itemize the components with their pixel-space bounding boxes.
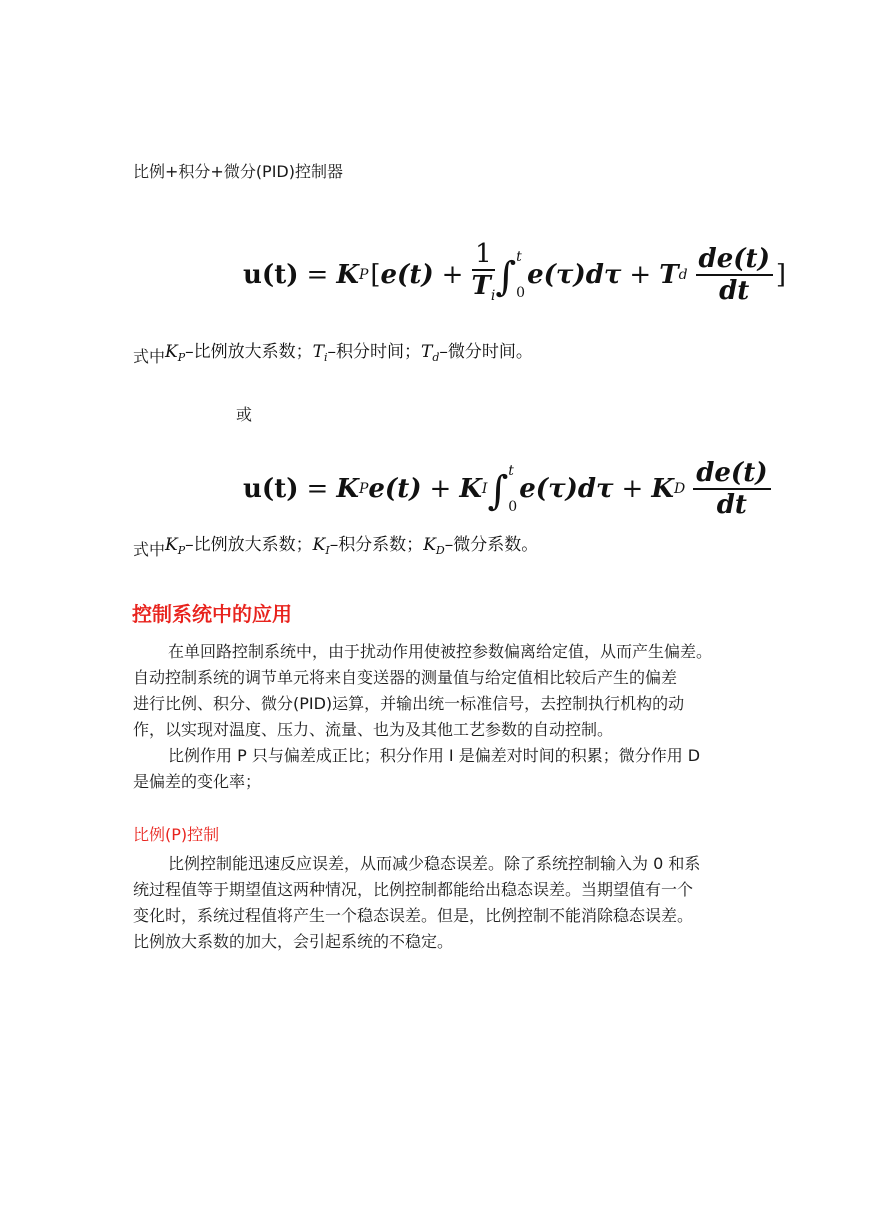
- formula1-et: e(t): [380, 260, 434, 290]
- formula2-plus1: +: [429, 474, 452, 504]
- intro-title: 比例+积分+微分(PID)控制器: [133, 162, 343, 181]
- formula2-kp-sub: P: [358, 481, 369, 497]
- note1-td: T: [421, 342, 433, 362]
- formula1-td-sub: d: [678, 267, 688, 283]
- formula2-limits: [508, 463, 517, 515]
- note2-ki-desc: –积分系数；: [329, 535, 424, 555]
- note1-td-desc: –微分时间。: [439, 342, 533, 362]
- formula2-deriv-den: dt: [716, 490, 747, 520]
- note2-ki-sub: I: [325, 544, 330, 557]
- subsection-p1-line: 变化时，系统过程值将产生一个稳态误差。但是，比例控制不能消除稳态误差。: [133, 906, 694, 925]
- formula2-kd-sub: D: [673, 481, 686, 497]
- formula1-deriv-den: dt: [719, 276, 750, 306]
- note2-prefix: 式中: [133, 540, 166, 559]
- note1-kp-desc: –比例放大系数；: [185, 342, 313, 362]
- note2-kp-sub: P: [177, 544, 186, 557]
- formula1-rbracket: ]: [775, 260, 787, 290]
- formula2-int-upper: t: [508, 463, 514, 479]
- formula2-lhs: u(t): [243, 474, 299, 504]
- note2-kd-sub: D: [435, 544, 445, 557]
- formula1-frac-den-sub: i: [490, 288, 496, 304]
- note1-kp-sub: P: [177, 351, 186, 364]
- section-p1-line: 在单回路控制系统中，由于扰动作用使被控参数偏离给定值，从而产生偏差。: [168, 642, 713, 661]
- formula2-plus2: +: [621, 474, 644, 504]
- formula1-note: [133, 337, 533, 364]
- formula1-int-lower: 0: [516, 285, 526, 301]
- formula1-derivative: [696, 246, 773, 304]
- formula1-frac-den: T: [471, 271, 491, 301]
- pid-formula-parallel: [243, 452, 771, 526]
- section-heading: 控制系统中的应用: [132, 602, 292, 626]
- formula1-kp-sub: P: [358, 267, 369, 283]
- note2-kd-desc: –微分系数。: [444, 535, 539, 555]
- note1-td-sub: d: [432, 351, 440, 364]
- formula2-kd: K: [651, 474, 674, 504]
- note1-ti: T: [312, 342, 324, 362]
- formula1-td: T: [659, 260, 679, 290]
- formula1-fraction: [471, 241, 495, 309]
- formula2-kp-term: e(t): [368, 474, 422, 504]
- formula1-lbracket: [: [370, 260, 381, 290]
- formula2-int-lower: 0: [508, 499, 518, 515]
- note1-ti-desc: –积分时间；: [327, 342, 421, 362]
- subsection-p1-line: 比例放大系数的加大，会引起系统的不稳定。: [133, 932, 454, 951]
- integral-sign: ∫: [487, 468, 509, 514]
- section-p1-line: 进行比例、积分、微分(PID)运算，并输出统一标准信号，去控制执行机构的动: [133, 694, 685, 713]
- formula1-int-upper: t: [516, 249, 522, 265]
- note1-kp: K: [165, 342, 178, 362]
- note2-kd: K: [423, 535, 436, 555]
- note2-kp-desc: –比例放大系数；: [185, 535, 313, 555]
- note2-ki: K: [312, 535, 326, 555]
- note1-prefix: 式中: [133, 347, 166, 366]
- subsection-p1-line: 统过程值等于期望值这两种情况，比例控制都能给出稳态误差。当期望值有一个: [133, 880, 694, 899]
- formula1-kp: K: [336, 260, 359, 290]
- formula2-note: [133, 530, 538, 557]
- pid-formula-standard: [243, 238, 786, 312]
- formula2-integrand: e(τ)dτ: [519, 474, 614, 504]
- section-p2-line: 比例作用 P 只与偏差成正比；积分作用 I 是偏差对时间的积累；微分作用 D: [168, 746, 701, 765]
- formula2-deriv-num: de(t): [693, 460, 770, 490]
- or-text: 或: [236, 405, 253, 424]
- formula2-ki-sub: I: [481, 481, 488, 497]
- formula1-integrand: e(τ)dτ: [527, 260, 622, 290]
- formula1-frac-num: 1: [472, 241, 495, 271]
- section-p1-line: 自动控制系统的调节单元将来自变送器的测量值与给定值相比较后产生的偏差: [133, 668, 678, 687]
- subsection-heading: 比例(P)控制: [133, 825, 220, 844]
- formula2-kp: K: [336, 474, 359, 504]
- formula2-eq: =: [306, 474, 329, 504]
- formula1-lhs: u(t): [243, 260, 299, 290]
- formula1-limits: [516, 249, 525, 301]
- formula2-ki: K: [459, 474, 482, 504]
- formula1-plus1: +: [441, 260, 464, 290]
- note2-kp: K: [165, 535, 178, 555]
- subsection-p1-line: 比例控制能迅速反应误差，从而减少稳态误差。除了系统控制输入为 0 和系: [168, 854, 701, 873]
- formula1-deriv-num: de(t): [696, 246, 773, 276]
- formula1-plus2: +: [629, 260, 652, 290]
- section-p2-line: 是偏差的变化率；: [133, 772, 262, 791]
- integral-sign: ∫: [495, 254, 517, 300]
- formula1-eq: =: [306, 260, 329, 290]
- section-p1-line: 作，以实现对温度、压力、流量、也为及其他工艺参数的自动控制。: [133, 720, 614, 739]
- note1-ti-sub: i: [323, 351, 328, 364]
- formula2-derivative: [693, 460, 770, 518]
